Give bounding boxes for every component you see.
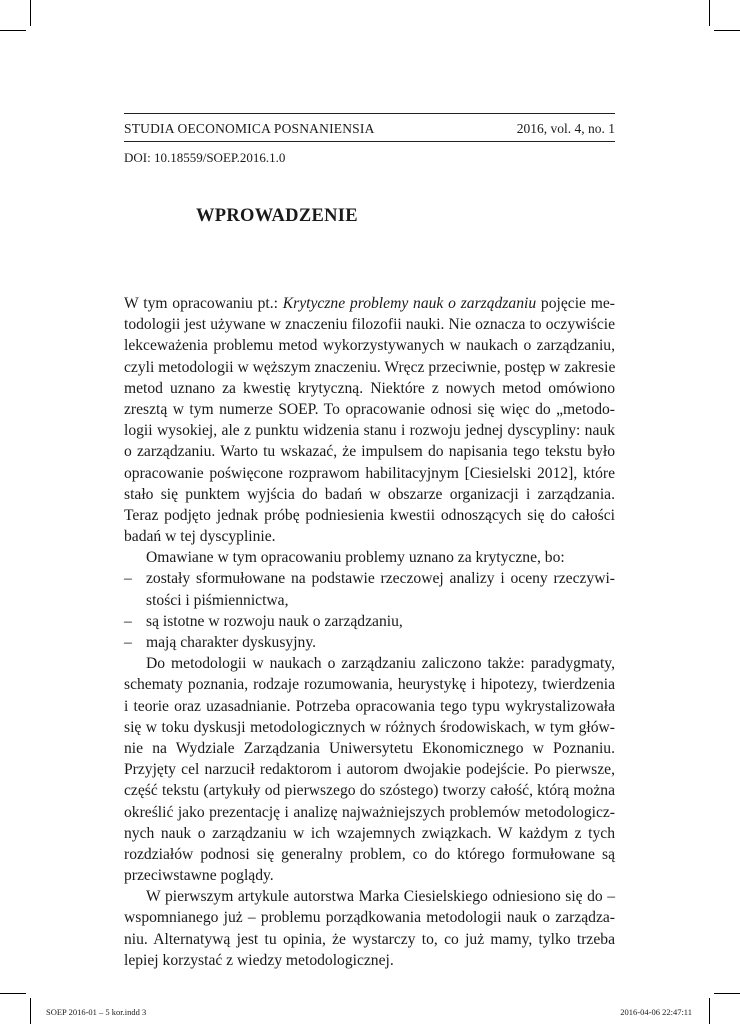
header-rule-bottom [124,141,615,142]
text-line: Omawiane w tym opracowaniu problemy uznano za krytyczne, bo: [146,549,565,567]
text-line: lekceważenia problemu metod wykorzystywanych w naukach o zarządzaniu, [124,337,615,355]
text-line: wspomnianego już – problemu porządkowania metodologii nauk o zarządza- [124,909,615,927]
text-line: część tekstu (artykuły od pierwszego do szóstego) tworzy całość, którą można [124,782,615,800]
text-line: nych nauk o zarządzaniu w ich wzajemnych związkach. W każdym z tych [124,824,615,842]
crop-mark [0,30,26,31]
crop-mark [714,993,740,994]
text-line: badań w tej dyscyplinie. [124,528,276,546]
text-line: przeciwstawne poglądy. [124,867,274,885]
doi: DOI: 10.18559/SOEP.2016.1.0 [124,150,286,165]
journal-name: STUDIA OECONOMICA POSNANIENSIA [124,121,375,136]
text-line: logii wysokiej, ale z punktu widzenia stanu i rozwoju jednej dyscypliny: nauk [124,422,615,440]
crop-mark [709,998,710,1024]
text-line: określić jako prezentację i analizę najważniejszych problemów metodologicz- [124,803,615,821]
text-line: czyli metodologii w węższym znaczeniu. Wręcz przeciwnie, postęp w zakresie [124,358,616,376]
header-rule-top [124,113,615,114]
crop-mark [0,993,26,994]
crop-mark [30,998,31,1024]
print-slug-file: SOEP 2016-01 – 5 kor.indd 3 [46,1007,147,1017]
volume-info: 2016, vol. 4, no. 1 [516,121,615,136]
text-line: Do metodologii w naukach o zarządzaniu zaliczono także: paradygmaty, [146,655,615,673]
text-line: todologii jest używane w znaczeniu filozofii nauki. Nie oznacza to oczywiście [124,316,615,334]
list-item: – są istotne w rozwoju nauk o zarządzaniu, [124,612,403,630]
text-line: W pierwszym artykule autorstwa Marka Ciesielskiego odniesiono się do – [146,888,615,906]
text-line: Przyjęty cel narzucił redaktorom i autorom dwojakie podejście. Po pierwsze, [124,761,615,779]
text-line: metod uznano za kwestię krytyczną. Niektóre z nowych metod omówiono [124,379,615,397]
text-line: W tym opracowaniu pt.: Krytyczne problemy nauk o zarządzaniu pojęcie me- [124,295,615,312]
text-line: zresztą w tym numerze SOEP. To opracowanie odnosi się więc do „metodo- [124,400,615,418]
list-item: – mają charakter dyskusyjny. [124,634,317,651]
text-line: niu. Alternatywą jest tu opinia, że wystarczy to, co już mamy, tylko trzeba [124,930,615,948]
crop-mark [30,0,31,26]
list-item: – zostały sformułowane na podstawie rzeczowej analizy i oceny rzeczywi- [124,570,615,588]
list-item-cont: stości i piśmiennictwa, [146,591,289,609]
text-line: o zarządzaniu. Warto tu wskazać, że impulsem do napisania tego tekstu było [124,443,615,461]
text-line: opracowanie poświęcone rozprawom habilitacyjnym [Ciesielski 2012], które [124,464,615,482]
page-title: WPROWADZENIE [196,206,358,226]
print-slug-date: 2016-04-06 22:47:11 [620,1007,692,1017]
text-line: nie na Wydziale Zarządzania Uniwersytetu Ekonomicznego w Poznaniu. [124,739,615,757]
text-line: rozdziałów podnosi się generalny problem, co do którego formułowane są [124,845,615,863]
crop-mark [714,30,740,31]
text-line: stało się punktem wyjścia do badań w obszarze organizacji i zarządzania. [124,485,615,503]
text-line: Teraz podjęto jednak próbę podniesienia kwestii odnoszących się do całości [124,506,615,524]
body-text [124,293,615,971]
text-line: się w toku dyskusji metodologicznych w różnych środowiskach, w tym głów- [124,718,615,736]
crop-mark [709,0,710,26]
text-line: lepiej korzystać z wiedzy metodologicznej. [124,951,394,969]
text-line: i teorie oraz uzasadnianie. Potrzeba opracowania tego typu wykrystalizowała [124,697,615,715]
text-line: schematy poznania, rodzaje rozumowania, heurystykę i hipotezy, twierdzenia [124,676,615,694]
